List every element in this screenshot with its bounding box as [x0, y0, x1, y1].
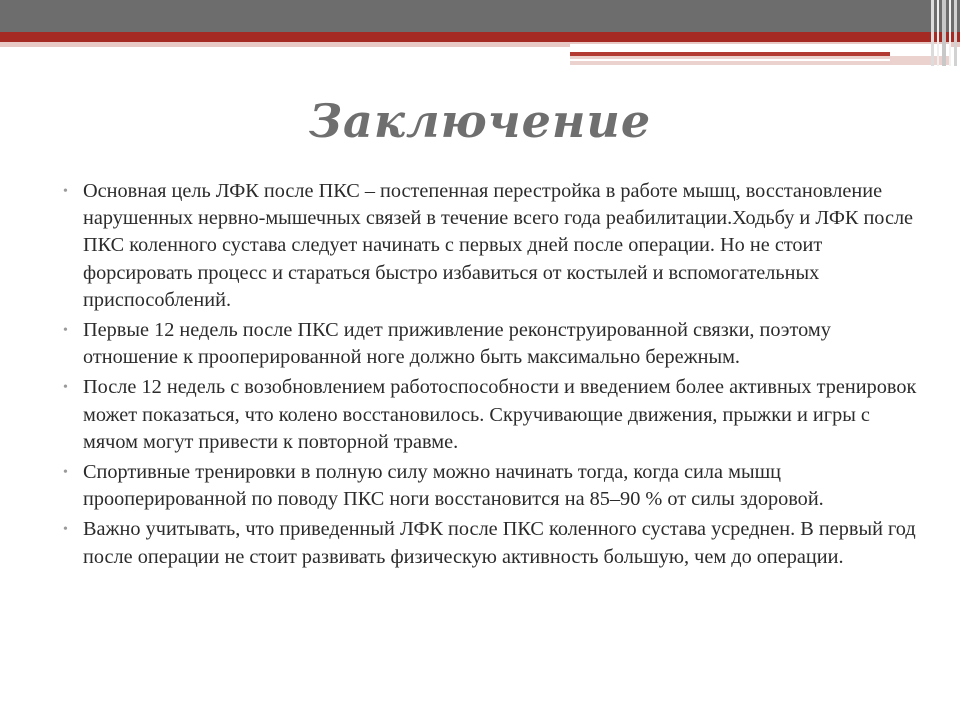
header-accent-line [570, 44, 950, 47]
bullet-icon: • [63, 380, 68, 396]
header-stripe [949, 0, 951, 66]
header-band-red [0, 32, 960, 42]
bullet-text: Важно учитывать, что приведенный ЛФК после ПКС коленного сустава усреднен. В первый год после операции не стоит развивать физическую активность большую, чем до операции. [83, 518, 916, 568]
bullet-text: После 12 недель с возобновлением работоспособности и введением более активных тренировок может показаться, что колено восстановилось. Скручивающие движения, прыжки и игры с мячом могут привести к повторной травме. [83, 376, 917, 453]
header-stripe [931, 0, 934, 66]
bullet-text: Основная цель ЛФК после ПКС – постепенная перестройка в работе мышц, восстановление нарушенных нервно-мышечных связей в течение всего года реабилитации.Ходьбу и ЛФК после ПКС коленного сустава следует начинать с первых дней после операции. Но не стоит форсировать процесс и стараться быстро избавиться от костылей и вспомогательных приспособлений. [83, 180, 914, 311]
header-stripe [954, 0, 957, 66]
bullet-text: Спортивные тренировки в полную силу можно начинать тогда, когда сила мышц прооперированной по поводу ПКС ноги восстановится на 85–90 % от силы здоровой. [83, 461, 824, 511]
header-band-gray [0, 0, 960, 32]
bullet-item [62, 374, 922, 456]
header-accent-red [570, 52, 890, 56]
bullet-icon: • [63, 522, 68, 538]
header-accent-gap [570, 59, 890, 61]
bullet-text: Первые 12 недель после ПКС идет приживление реконструированной связки, поэтому отношение к прооперированной ноге должно быть максимально бережным. [83, 319, 831, 369]
bullet-item [62, 459, 922, 513]
bullet-item [62, 178, 922, 314]
header-stripe [937, 0, 939, 66]
header-stripe [942, 0, 946, 66]
slide-title: Заключение [308, 94, 652, 148]
bullet-item [62, 516, 922, 570]
bullet-icon: • [63, 465, 68, 481]
bullet-icon: • [63, 184, 68, 199]
bullet-item [62, 317, 922, 371]
bullet-icon: • [63, 323, 68, 339]
bullet-list [62, 178, 922, 574]
